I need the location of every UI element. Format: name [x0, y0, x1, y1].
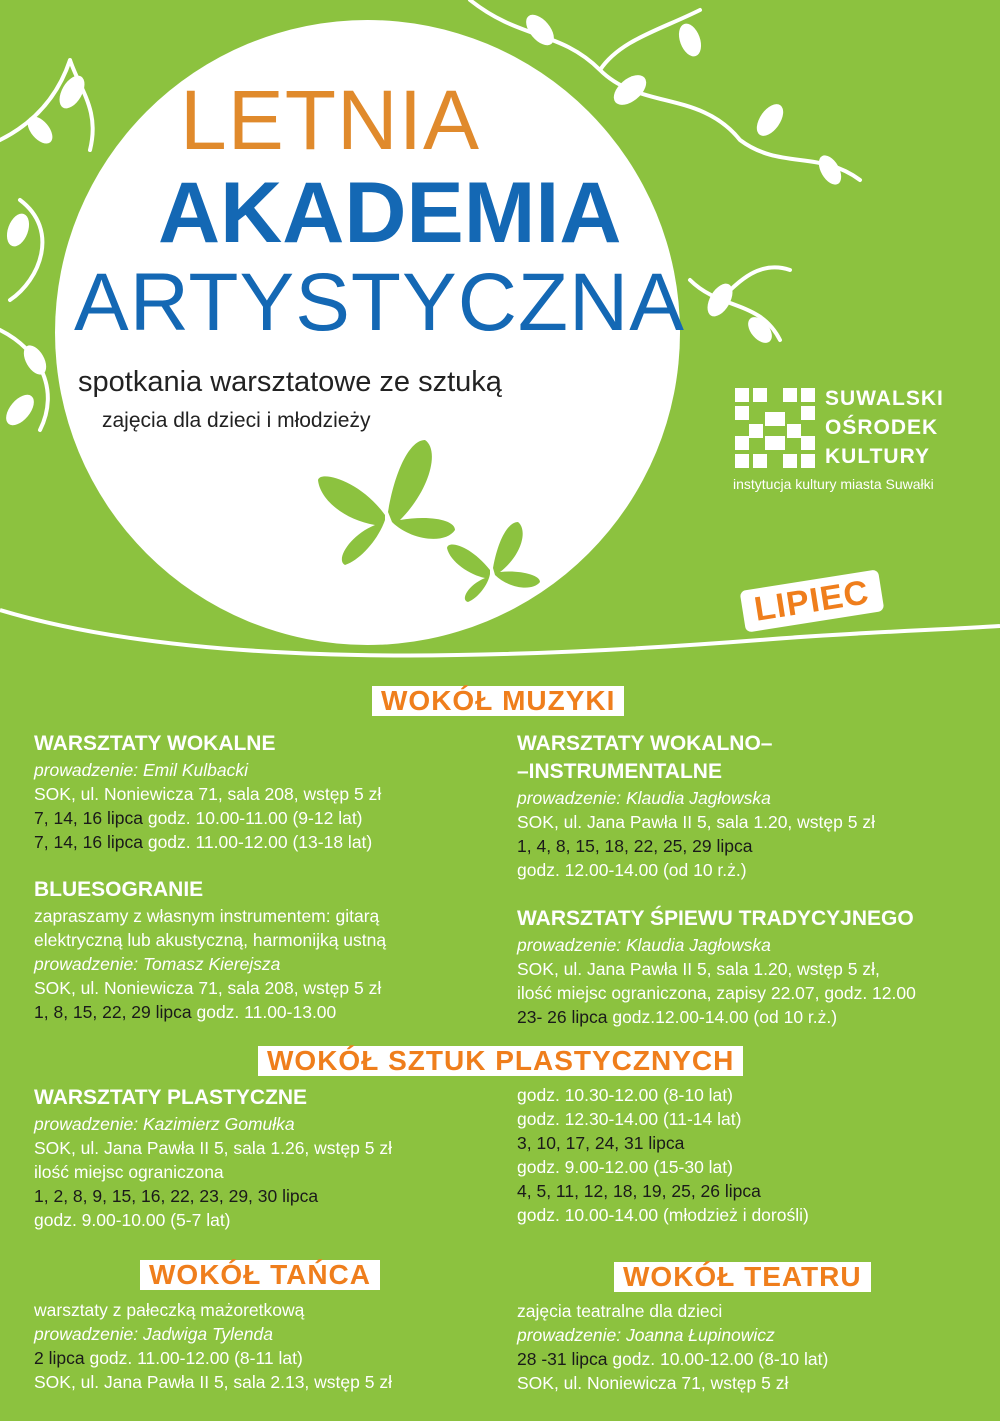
logo-name — [825, 384, 944, 471]
singing-workshop — [517, 905, 987, 1029]
section-dance: WOKÓŁ TAŃCA — [140, 1260, 380, 1290]
blues-title: BLUESOGRANIE — [34, 878, 204, 901]
plastic2-line-4: godz. 10.00-14.00 (młodzież i dorośli) — [517, 1205, 809, 1225]
blues-time: godz. 11.00-13.00 — [191, 1002, 337, 1022]
blues-lead: prowadzenie: Tomasz Kierejsza — [34, 954, 281, 974]
section-arts: WOKÓŁ SZTUK PLASTYCZNYCH — [258, 1046, 743, 1076]
vocal-date-2: 7, 14, 16 lipca — [34, 832, 143, 852]
blues-desc-1: zapraszamy z własnym instrumentem: gitarą — [34, 906, 380, 926]
logo-line1: SUWALSKI — [825, 387, 944, 410]
plastic-time: godz. 9.00-10.00 (5-7 lat) — [34, 1210, 231, 1230]
singing-time: godz.12.00-14.00 (od 10 r.ż.) — [607, 1007, 838, 1027]
dance-schedule — [34, 1346, 494, 1370]
plastic-title: WARSZTATY PLASTYCZNE — [34, 1086, 307, 1109]
logo-subtitle: instytucja kultury miasta Suwałki — [733, 476, 934, 492]
singing-date: 23- 26 lipca — [517, 1007, 608, 1027]
vocal-time-1: godz. 10.00-11.00 (9-12 lat) — [142, 808, 363, 828]
vocal-workshop — [34, 730, 484, 854]
sok-logo-icon — [735, 388, 815, 468]
vocal-place: SOK, ul. Noniewicza 71, sala 208, wstęp 5 zł — [34, 784, 382, 804]
vocal-time-2: godz. 11.00-12.00 (13-18 lat) — [142, 832, 373, 852]
dance-lead: prowadzenie: Jadwiga Tylenda — [34, 1324, 273, 1344]
section-music: WOKÓŁ MUZYKI — [372, 686, 624, 716]
plastic-workshop — [34, 1084, 494, 1232]
title-akademia: AKADEMIA — [158, 165, 622, 261]
plastic2-line-2: godz. 12.30-14.00 (11-14 lat) — [517, 1109, 742, 1129]
plastic-date: 1, 2, 8, 9, 15, 16, 22, 23, 29, 30 lipca — [34, 1186, 319, 1206]
plastic2-date-2: 4, 5, 11, 12, 18, 19, 25, 26 lipca — [517, 1181, 761, 1201]
vocal-schedule-2 — [34, 830, 484, 854]
logo-line3: KULTURY — [825, 445, 930, 468]
plastic-info: ilość miejsc ograniczona — [34, 1162, 224, 1182]
dance-date: 2 lipca — [34, 1348, 85, 1368]
theatre-workshop — [517, 1299, 977, 1395]
vocal-date-1: 7, 14, 16 lipca — [34, 808, 143, 828]
vocinstr-date: 1, 4, 8, 15, 18, 22, 25, 29 lipca — [517, 836, 753, 856]
vocinstr-title-2: –INSTRUMENTALNE — [517, 760, 722, 783]
vocinstr-title-1: WARSZTATY WOKALNO– — [517, 732, 773, 755]
vocal-lead: prowadzenie: Emil Kulbacki — [34, 760, 248, 780]
title-artystyczna: ARTYSTYCZNA — [74, 257, 685, 348]
vocal-title: WARSZTATY WOKALNE — [34, 732, 276, 755]
singing-info: ilość miejsc ograniczona, zapisy 22.07, godz. 12.00 — [517, 983, 916, 1003]
plastic-place: SOK, ul. Jana Pawła II 5, sala 1.26, wstęp 5 zł — [34, 1138, 392, 1158]
plastic-lead: prowadzenie: Kazimierz Gomułka — [34, 1114, 295, 1134]
vocinstr-lead: prowadzenie: Klaudia Jagłowska — [517, 788, 771, 808]
logo-line2: OŚRODEK — [825, 416, 939, 439]
vocal-instrumental-workshop — [517, 730, 977, 882]
singing-schedule — [517, 1005, 987, 1029]
plastic2-line-1: godz. 10.30-12.00 (8-10 lat) — [517, 1085, 733, 1105]
theatre-lead: prowadzenie: Joanna Łupinowicz — [517, 1325, 775, 1345]
singing-lead: prowadzenie: Klaudia Jagłowska — [517, 935, 771, 955]
blues-schedule — [34, 1000, 494, 1024]
theatre-schedule — [517, 1347, 977, 1371]
singing-title: WARSZTATY ŚPIEWU TRADYCYJNEGO — [517, 907, 914, 930]
title-letnia: LETNIA — [180, 73, 481, 167]
dance-workshop — [34, 1298, 494, 1394]
month-badge: LIPIEC — [740, 569, 884, 632]
blues-workshop — [34, 876, 494, 1024]
blues-place: SOK, ul. Noniewicza 71, sala 208, wstęp 5 zł — [34, 978, 382, 998]
dance-time: godz. 11.00-12.00 (8-11 lat) — [84, 1348, 303, 1368]
subtitle: spotkania warsztatowe ze sztuką — [78, 366, 502, 398]
singing-place: SOK, ul. Jana Pawła II 5, sala 1.20, wstęp 5 zł, — [517, 959, 880, 979]
plastic2-date-1: 3, 10, 17, 24, 31 lipca — [517, 1133, 685, 1153]
plastic-workshop-continued — [517, 1083, 977, 1227]
theatre-date: 28 -31 lipca — [517, 1349, 608, 1369]
theatre-desc: zajęcia teatralne dla dzieci — [517, 1301, 723, 1321]
vocinstr-time: godz. 12.00-14.00 (od 10 r.ż.) — [517, 860, 747, 880]
blues-date: 1, 8, 15, 22, 29 lipca — [34, 1002, 192, 1022]
theatre-time: godz. 10.00-12.00 (8-10 lat) — [607, 1349, 829, 1369]
theatre-place: SOK, ul. Noniewicza 71, wstęp 5 zł — [517, 1373, 789, 1393]
dance-desc: warsztaty z pałeczką mażoretkową — [34, 1300, 305, 1320]
section-theatre: WOKÓŁ TEATRU — [614, 1262, 871, 1292]
plastic2-line-3: godz. 9.00-12.00 (15-30 lat) — [517, 1157, 733, 1177]
blues-desc-2: elektryczną lub akustyczną, harmonijką ustną — [34, 930, 387, 950]
dance-place: SOK, ul. Jana Pawła II 5, sala 2.13, wstęp 5 zł — [34, 1372, 392, 1392]
vocinstr-place: SOK, ul. Jana Pawła II 5, sala 1.20, wstęp 5 zł — [517, 812, 875, 832]
vocal-schedule-1 — [34, 806, 484, 830]
audience: zajęcia dla dzieci i młodzieży — [102, 409, 371, 432]
